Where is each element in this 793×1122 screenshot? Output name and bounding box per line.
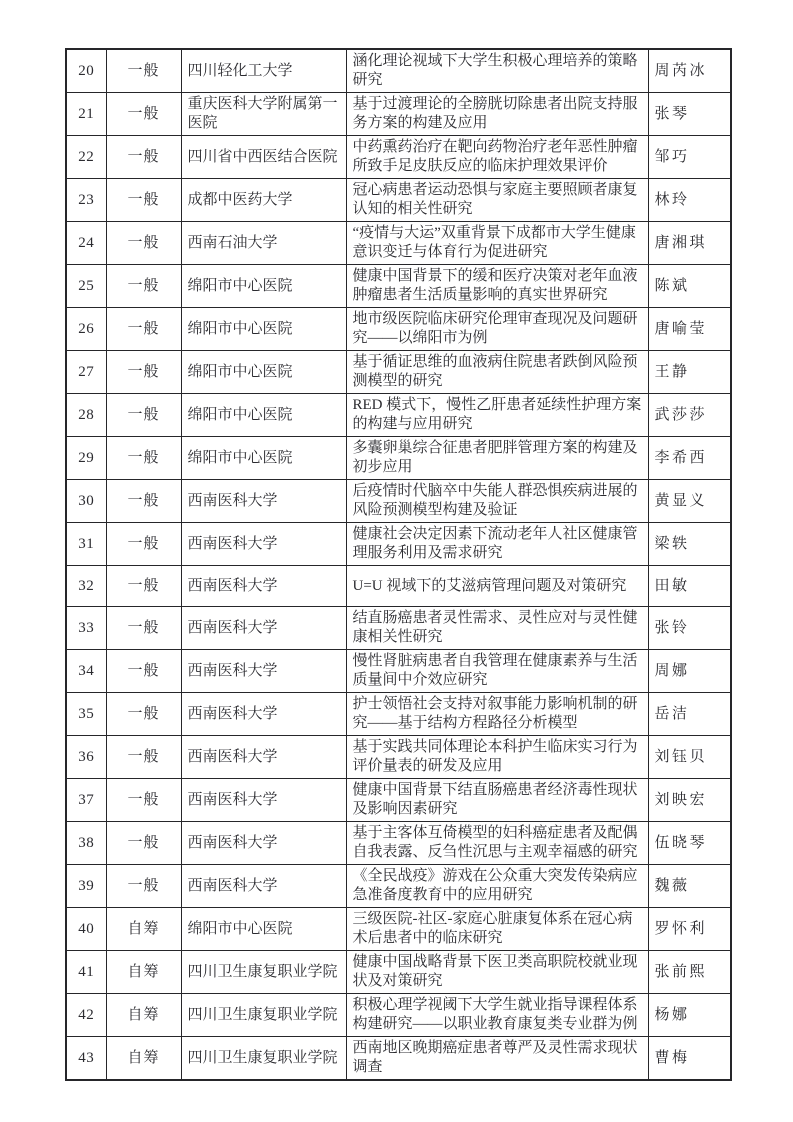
cell-no: 27 bbox=[66, 351, 106, 394]
cell-institution: 西南医科大学 bbox=[181, 650, 346, 693]
cell-title: 健康社会决定因素下流动老年人社区健康管理服务利用及需求研究 bbox=[346, 523, 648, 566]
table-row bbox=[66, 49, 731, 93]
cell-category: 一般 bbox=[106, 566, 181, 607]
cell-category: 一般 bbox=[106, 49, 181, 93]
cell-leader: 张前熙 bbox=[648, 951, 731, 994]
cell-leader: 张铃 bbox=[648, 607, 731, 650]
cell-leader: 罗怀利 bbox=[648, 908, 731, 951]
cell-title: 基于循证思维的血液病住院患者跌倒风险预测模型的研究 bbox=[346, 351, 648, 394]
table-row bbox=[66, 736, 731, 779]
cell-category: 一般 bbox=[106, 351, 181, 394]
cell-title: 健康中国战略背景下医卫类高职院校就业现状及对策研究 bbox=[346, 951, 648, 994]
cell-category: 一般 bbox=[106, 865, 181, 908]
cell-leader: 黄显义 bbox=[648, 480, 731, 523]
cell-title: 护士领悟社会支持对叙事能力影响机制的研究——基于结构方程路径分析模型 bbox=[346, 693, 648, 736]
table-row bbox=[66, 865, 731, 908]
cell-title: 中药熏药治疗在靶向药物治疗老年恶性肿瘤所致手足皮肤反应的临床护理效果评价 bbox=[346, 136, 648, 179]
cell-no: 31 bbox=[66, 523, 106, 566]
cell-category: 自筹 bbox=[106, 951, 181, 994]
cell-category: 一般 bbox=[106, 308, 181, 351]
cell-no: 36 bbox=[66, 736, 106, 779]
cell-leader: 曹梅 bbox=[648, 1037, 731, 1081]
cell-institution: 西南医科大学 bbox=[181, 607, 346, 650]
cell-no: 37 bbox=[66, 779, 106, 822]
cell-title: 健康中国背景下的缓和医疗决策对老年血液肿瘤患者生活质量影响的真实世界研究 bbox=[346, 265, 648, 308]
cell-category: 一般 bbox=[106, 693, 181, 736]
cell-title: 西南地区晚期癌症患者尊严及灵性需求现状调查 bbox=[346, 1037, 648, 1081]
cell-category: 一般 bbox=[106, 222, 181, 265]
cell-leader: 王静 bbox=[648, 351, 731, 394]
cell-leader: 邹巧 bbox=[648, 136, 731, 179]
table-row bbox=[66, 693, 731, 736]
cell-institution: 四川卫生康复职业学院 bbox=[181, 994, 346, 1037]
cell-category: 一般 bbox=[106, 736, 181, 779]
cell-category: 自筹 bbox=[106, 1037, 181, 1081]
cell-title: 后疫情时代脑卒中失能人群恐惧疾病进展的风险预测模型构建及验证 bbox=[346, 480, 648, 523]
cell-no: 42 bbox=[66, 994, 106, 1037]
table-row bbox=[66, 994, 731, 1037]
table-row bbox=[66, 523, 731, 566]
cell-title: 三级医院-社区-家庭心脏康复体系在冠心病术后患者中的临床研究 bbox=[346, 908, 648, 951]
table-row bbox=[66, 222, 731, 265]
cell-leader: 岳洁 bbox=[648, 693, 731, 736]
cell-leader: 刘映宏 bbox=[648, 779, 731, 822]
cell-institution: 西南医科大学 bbox=[181, 480, 346, 523]
cell-title: RED 模式下，慢性乙肝患者延续性护理方案的构建与应用研究 bbox=[346, 394, 648, 437]
cell-institution: 绵阳市中心医院 bbox=[181, 437, 346, 480]
cell-leader: 唐湘琪 bbox=[648, 222, 731, 265]
table-row bbox=[66, 908, 731, 951]
cell-title: 健康中国背景下结直肠癌患者经济毒性现状及影响因素研究 bbox=[346, 779, 648, 822]
cell-institution: 绵阳市中心医院 bbox=[181, 265, 346, 308]
cell-no: 24 bbox=[66, 222, 106, 265]
cell-no: 32 bbox=[66, 566, 106, 607]
cell-category: 一般 bbox=[106, 265, 181, 308]
cell-no: 43 bbox=[66, 1037, 106, 1081]
table-row bbox=[66, 437, 731, 480]
table-row bbox=[66, 566, 731, 607]
cell-leader: 魏薇 bbox=[648, 865, 731, 908]
cell-institution: 四川轻化工大学 bbox=[181, 49, 346, 93]
cell-leader: 周芮冰 bbox=[648, 49, 731, 93]
cell-leader: 林玲 bbox=[648, 179, 731, 222]
cell-institution: 绵阳市中心医院 bbox=[181, 394, 346, 437]
cell-no: 26 bbox=[66, 308, 106, 351]
cell-title: 多囊卵巢综合征患者肥胖管理方案的构建及初步应用 bbox=[346, 437, 648, 480]
table-row bbox=[66, 650, 731, 693]
cell-no: 38 bbox=[66, 822, 106, 865]
cell-no: 33 bbox=[66, 607, 106, 650]
table-row bbox=[66, 1037, 731, 1081]
cell-category: 一般 bbox=[106, 607, 181, 650]
cell-institution: 西南医科大学 bbox=[181, 736, 346, 779]
table-row bbox=[66, 779, 731, 822]
cell-category: 一般 bbox=[106, 437, 181, 480]
document-table bbox=[65, 48, 732, 1081]
cell-title: 冠心病患者运动恐惧与家庭主要照顾者康复认知的相关性研究 bbox=[346, 179, 648, 222]
cell-institution: 重庆医科大学附属第一医院 bbox=[181, 93, 346, 136]
cell-institution: 四川省中西医结合医院 bbox=[181, 136, 346, 179]
cell-institution: 绵阳市中心医院 bbox=[181, 908, 346, 951]
cell-title: 结直肠癌患者灵性需求、灵性应对与灵性健康相关性研究 bbox=[346, 607, 648, 650]
cell-leader: 武莎莎 bbox=[648, 394, 731, 437]
cell-no: 23 bbox=[66, 179, 106, 222]
table-row bbox=[66, 822, 731, 865]
cell-title: 基于主客体互倚模型的妇科癌症患者及配偶自我表露、反刍性沉思与主观幸福感的研究 bbox=[346, 822, 648, 865]
cell-no: 25 bbox=[66, 265, 106, 308]
cell-institution: 西南医科大学 bbox=[181, 779, 346, 822]
cell-institution: 四川卫生康复职业学院 bbox=[181, 1037, 346, 1081]
cell-category: 一般 bbox=[106, 93, 181, 136]
cell-category: 一般 bbox=[106, 480, 181, 523]
cell-title: 基于实践共同体理论本科护生临床实习行为评价量表的研发及应用 bbox=[346, 736, 648, 779]
cell-leader: 伍晓琴 bbox=[648, 822, 731, 865]
cell-category: 一般 bbox=[106, 779, 181, 822]
cell-no: 39 bbox=[66, 865, 106, 908]
cell-category: 一般 bbox=[106, 136, 181, 179]
cell-category: 一般 bbox=[106, 179, 181, 222]
cell-institution: 西南石油大学 bbox=[181, 222, 346, 265]
cell-no: 22 bbox=[66, 136, 106, 179]
cell-leader: 张琴 bbox=[648, 93, 731, 136]
table-row bbox=[66, 308, 731, 351]
cell-category: 一般 bbox=[106, 523, 181, 566]
table-row bbox=[66, 179, 731, 222]
cell-leader: 杨娜 bbox=[648, 994, 731, 1037]
table-row bbox=[66, 93, 731, 136]
cell-leader: 李希西 bbox=[648, 437, 731, 480]
cell-category: 自筹 bbox=[106, 994, 181, 1037]
cell-institution: 成都中医药大学 bbox=[181, 179, 346, 222]
table-row bbox=[66, 394, 731, 437]
cell-title: 慢性肾脏病患者自我管理在健康素养与生活质量间中介效应研究 bbox=[346, 650, 648, 693]
table-row bbox=[66, 351, 731, 394]
cell-no: 41 bbox=[66, 951, 106, 994]
cell-no: 34 bbox=[66, 650, 106, 693]
cell-institution: 四川卫生康复职业学院 bbox=[181, 951, 346, 994]
cell-no: 29 bbox=[66, 437, 106, 480]
cell-title: 地市级医院临床研究伦理审查现况及问题研究——以绵阳市为例 bbox=[346, 308, 648, 351]
table-row bbox=[66, 480, 731, 523]
cell-institution: 绵阳市中心医院 bbox=[181, 351, 346, 394]
cell-leader: 梁轶 bbox=[648, 523, 731, 566]
cell-category: 一般 bbox=[106, 650, 181, 693]
cell-category: 一般 bbox=[106, 822, 181, 865]
cell-leader: 田敏 bbox=[648, 566, 731, 607]
cell-title: “疫情与大运”双重背景下成都市大学生健康意识变迁与体育行为促进研究 bbox=[346, 222, 648, 265]
cell-institution: 西南医科大学 bbox=[181, 865, 346, 908]
cell-leader: 刘钰贝 bbox=[648, 736, 731, 779]
cell-institution: 西南医科大学 bbox=[181, 566, 346, 607]
cell-category: 自筹 bbox=[106, 908, 181, 951]
cell-institution: 西南医科大学 bbox=[181, 822, 346, 865]
cell-no: 35 bbox=[66, 693, 106, 736]
cell-title: 基于过渡理论的全膀胱切除患者出院支持服务方案的构建及应用 bbox=[346, 93, 648, 136]
table-row bbox=[66, 607, 731, 650]
cell-no: 30 bbox=[66, 480, 106, 523]
cell-institution: 西南医科大学 bbox=[181, 693, 346, 736]
cell-no: 21 bbox=[66, 93, 106, 136]
cell-leader: 唐喻莹 bbox=[648, 308, 731, 351]
cell-title: U=U 视域下的艾滋病管理问题及对策研究 bbox=[346, 566, 648, 607]
cell-leader: 陈斌 bbox=[648, 265, 731, 308]
cell-no: 40 bbox=[66, 908, 106, 951]
cell-institution: 西南医科大学 bbox=[181, 523, 346, 566]
cell-leader: 周娜 bbox=[648, 650, 731, 693]
cell-institution: 绵阳市中心医院 bbox=[181, 308, 346, 351]
cell-title: 积极心理学视阈下大学生就业指导课程体系构建研究——以职业教育康复类专业群为例 bbox=[346, 994, 648, 1037]
cell-title: 《全民战疫》游戏在公众重大突发传染病应急准备度教育中的应用研究 bbox=[346, 865, 648, 908]
table-row bbox=[66, 265, 731, 308]
cell-category: 一般 bbox=[106, 394, 181, 437]
cell-no: 20 bbox=[66, 49, 106, 93]
table-row bbox=[66, 951, 731, 994]
cell-title: 涵化理论视域下大学生积极心理培养的策略研究 bbox=[346, 49, 648, 93]
table-row bbox=[66, 136, 731, 179]
cell-no: 28 bbox=[66, 394, 106, 437]
document-table-body bbox=[66, 49, 731, 1080]
